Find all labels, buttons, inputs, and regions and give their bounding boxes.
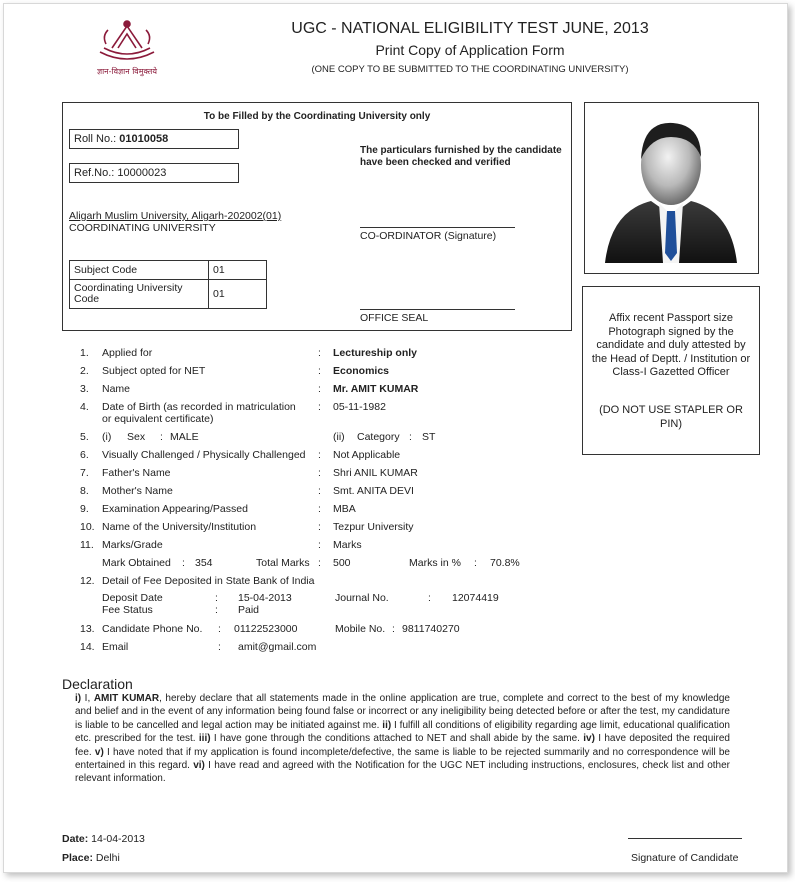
- clause-marker: v): [94, 746, 104, 758]
- sex-value: MALE: [170, 431, 199, 443]
- mark-obtained-value: 354: [195, 557, 213, 569]
- separator: :: [160, 431, 163, 443]
- separator: :: [215, 604, 218, 616]
- university-value: Tezpur University: [333, 521, 414, 533]
- declaration-part: , hereby declare that all statements made in the online application are true, complete and correct to the best of my knowledge and belief and in the event of any information being found false or incorrect or any ineligibility being detected before or after the test, my candidature is liable to be cancelled and legal action may be initiated against me.: [75, 693, 730, 731]
- office-seal-line: [360, 309, 515, 310]
- declaration-part: I have gone through the conditions attached to NET and shall abide by the same.: [210, 733, 584, 745]
- date-value: 14-04-2013: [88, 833, 145, 845]
- ugc-logo: [82, 14, 172, 84]
- name-label: Name: [102, 383, 131, 395]
- separator: :: [215, 592, 218, 604]
- deposit-date-value: 15-04-2013: [238, 592, 292, 604]
- declaration-text: [75, 692, 730, 786]
- separator: :: [409, 431, 412, 443]
- item-number: 13.: [80, 623, 95, 635]
- email-value: amit@gmail.com: [238, 641, 317, 653]
- item-number: 12.: [80, 575, 95, 587]
- phone-label: Candidate Phone No.: [102, 623, 203, 635]
- ref-number-field: [69, 163, 239, 183]
- mother-label: Mother's Name: [102, 485, 173, 497]
- separator: :: [392, 623, 395, 635]
- applied-for-label: Applied for: [102, 347, 153, 359]
- item-number: 4.: [80, 401, 89, 413]
- coordinating-university-box: [62, 102, 572, 331]
- item-number: 5.: [80, 431, 89, 443]
- applied-for-value: Lectureship only: [333, 347, 418, 359]
- separator: :: [318, 485, 321, 497]
- mobile-label: Mobile No.: [335, 623, 386, 635]
- item-number: 14.: [80, 641, 95, 653]
- item-number: 2.: [80, 365, 89, 377]
- deposit-date-label: Deposit Date: [102, 592, 163, 604]
- separator: :: [318, 383, 321, 395]
- email-label: Email: [102, 641, 129, 653]
- declaration-part: I have noted that if my application is found incomplete/defective, the same is liable to be rejected summarily and no correspondence will be entertained in this regard.: [75, 746, 730, 772]
- category-label: Category: [357, 431, 400, 443]
- category-index: (ii): [333, 431, 345, 443]
- roll-number-field: [69, 129, 239, 149]
- affix-photo-instructions: [582, 286, 760, 455]
- challenged-value: Not Applicable: [333, 449, 401, 461]
- clause-marker: iv): [583, 733, 595, 745]
- father-label: Father's Name: [102, 467, 171, 479]
- item-number: 11.: [80, 539, 94, 551]
- separator: :: [318, 347, 321, 359]
- separator: :: [182, 557, 185, 569]
- logo-motto: ज्ञान-विज्ञान विमुक्तये: [96, 67, 158, 76]
- subject-label: Subject opted for NET: [102, 365, 206, 377]
- coord-univ-code-label: Coordinating University Code: [70, 280, 209, 309]
- declaration-part: I have deposited the required fee.: [75, 733, 730, 758]
- separator: :: [218, 641, 221, 653]
- separator: :: [318, 401, 321, 413]
- category-value: ST: [422, 431, 436, 443]
- item-number: 3.: [80, 383, 89, 395]
- roll-value: 01010058: [119, 133, 169, 145]
- declaration-part: I fulfill all conditions of eligibility regarding age limit, educational qualification etc. prescribed for the test.: [75, 719, 730, 745]
- place-label: Place:: [62, 852, 93, 864]
- dob-value: 05-11-1982: [333, 401, 386, 413]
- subject-code-value: 01: [209, 261, 267, 280]
- fee-detail-label: Detail of Fee Deposited in State Bank of India: [102, 575, 315, 587]
- subject-value: Economics: [333, 365, 390, 377]
- affix-text: Affix recent Passport size Photograph signed by the candidate and duly attested by the Head of Deptt. / Institution or Class-I Gazetted Officer: [591, 312, 751, 379]
- date-field: [62, 833, 145, 845]
- candidate-signature-label: Signature of Candidate: [631, 852, 739, 864]
- separator: :: [318, 503, 321, 515]
- clause-marker: iii): [198, 733, 211, 745]
- marks-percent-label: Marks in %: [409, 557, 461, 569]
- separator: :: [318, 521, 321, 533]
- total-marks-value: 500: [333, 557, 351, 569]
- fee-status-value: Paid: [238, 604, 260, 616]
- table-row: [70, 280, 267, 309]
- marks-percent-value: 70.8%: [490, 557, 520, 569]
- verified-text: The particulars furnished by the candidate have been checked and verified: [360, 145, 562, 168]
- place-value: Delhi: [92, 852, 120, 864]
- affix-note: (DO NOT USE STAPLER OR PIN): [599, 404, 743, 430]
- marks-grade-label: Marks/Grade: [102, 539, 163, 551]
- mark-obtained-label: Mark Obtained: [102, 557, 171, 569]
- candidate-signature-line: [628, 838, 742, 839]
- university-name: Aligarh Muslim University, Aligarh-202002(01): [69, 210, 282, 222]
- clause-marker: ii): [382, 719, 392, 731]
- subject-code-table: [69, 260, 267, 309]
- separator: :: [318, 365, 321, 377]
- coord-univ-code-value: 01: [209, 280, 267, 309]
- separator: :: [318, 557, 321, 569]
- form-note: (ONE COPY TO BE SUBMITTED TO THE COORDINATING UNIVERSITY): [311, 64, 629, 75]
- separator: :: [318, 467, 321, 479]
- separator: :: [474, 557, 477, 569]
- mobile-value: 9811740270: [402, 623, 460, 635]
- declaration-part: I have read and agreed with the Notification for the UGC NET including instructions, enclosures, check list and other relevant information.: [75, 760, 730, 785]
- clause-marker: i): [75, 693, 82, 704]
- exam-label: Examination Appearing/Passed: [102, 503, 248, 515]
- sex-index: (i): [102, 431, 112, 443]
- coord-box-title: To be Filled by the Coordinating University only: [203, 111, 431, 122]
- declaration-part: I,: [81, 693, 94, 704]
- mother-value: Smt. ANITA DEVI: [333, 485, 414, 497]
- name-value: Mr. AMIT KUMAR: [333, 383, 419, 395]
- person-avatar-icon: [585, 103, 758, 273]
- coordinator-signature-label: CO-ORDINATOR (Signature): [360, 230, 497, 242]
- subject-code-label: Subject Code: [70, 261, 209, 280]
- dob-label: Date of Birth (as recorded in matriculation or equivalent certificate): [102, 401, 296, 425]
- marks-grade-value: Marks: [333, 539, 362, 551]
- date-label: Date:: [62, 833, 89, 845]
- exam-value: MBA: [333, 503, 356, 515]
- declarant-name: AMIT KUMAR: [93, 693, 160, 704]
- challenged-label: Visually Challenged / Physically Challenged: [102, 449, 306, 461]
- item-number: 10.: [80, 521, 95, 533]
- place-field: [62, 852, 120, 864]
- item-number: 6.: [80, 449, 89, 461]
- separator: :: [318, 449, 321, 461]
- form-title: UGC - NATIONAL ELIGIBILITY TEST JUNE, 2013: [291, 20, 649, 37]
- item-number: 1.: [80, 347, 89, 359]
- coordinator-signature-line: [360, 227, 515, 228]
- candidate-photo: [584, 102, 759, 274]
- phone-value: 01122523000: [234, 623, 298, 635]
- father-value: Shri ANIL KUMAR: [333, 467, 418, 479]
- item-number: 9.: [80, 503, 89, 515]
- ref-value: 10000023: [117, 167, 167, 179]
- table-row: [70, 261, 267, 280]
- separator: :: [428, 592, 431, 604]
- item-number: 8.: [80, 485, 89, 497]
- declaration-title: Declaration: [62, 676, 133, 692]
- sex-label: Sex: [127, 431, 146, 443]
- separator: :: [318, 539, 321, 551]
- clause-marker: vi): [193, 760, 205, 772]
- roll-label: Roll No.:: [74, 133, 117, 145]
- university-label: COORDINATING UNIVERSITY: [69, 222, 216, 234]
- journal-no-value: 12074419: [452, 592, 499, 604]
- separator: :: [218, 623, 221, 635]
- form-subtitle: Print Copy of Application Form: [375, 42, 565, 58]
- ref-label: Ref.No.:: [74, 167, 115, 179]
- total-marks-label: Total Marks: [256, 557, 310, 569]
- journal-no-label: Journal No.: [335, 592, 389, 604]
- office-seal-label: OFFICE SEAL: [360, 312, 429, 324]
- item-number: 7.: [80, 467, 89, 479]
- fee-status-label: Fee Status: [102, 604, 153, 616]
- university-label: Name of the University/Institution: [102, 521, 257, 533]
